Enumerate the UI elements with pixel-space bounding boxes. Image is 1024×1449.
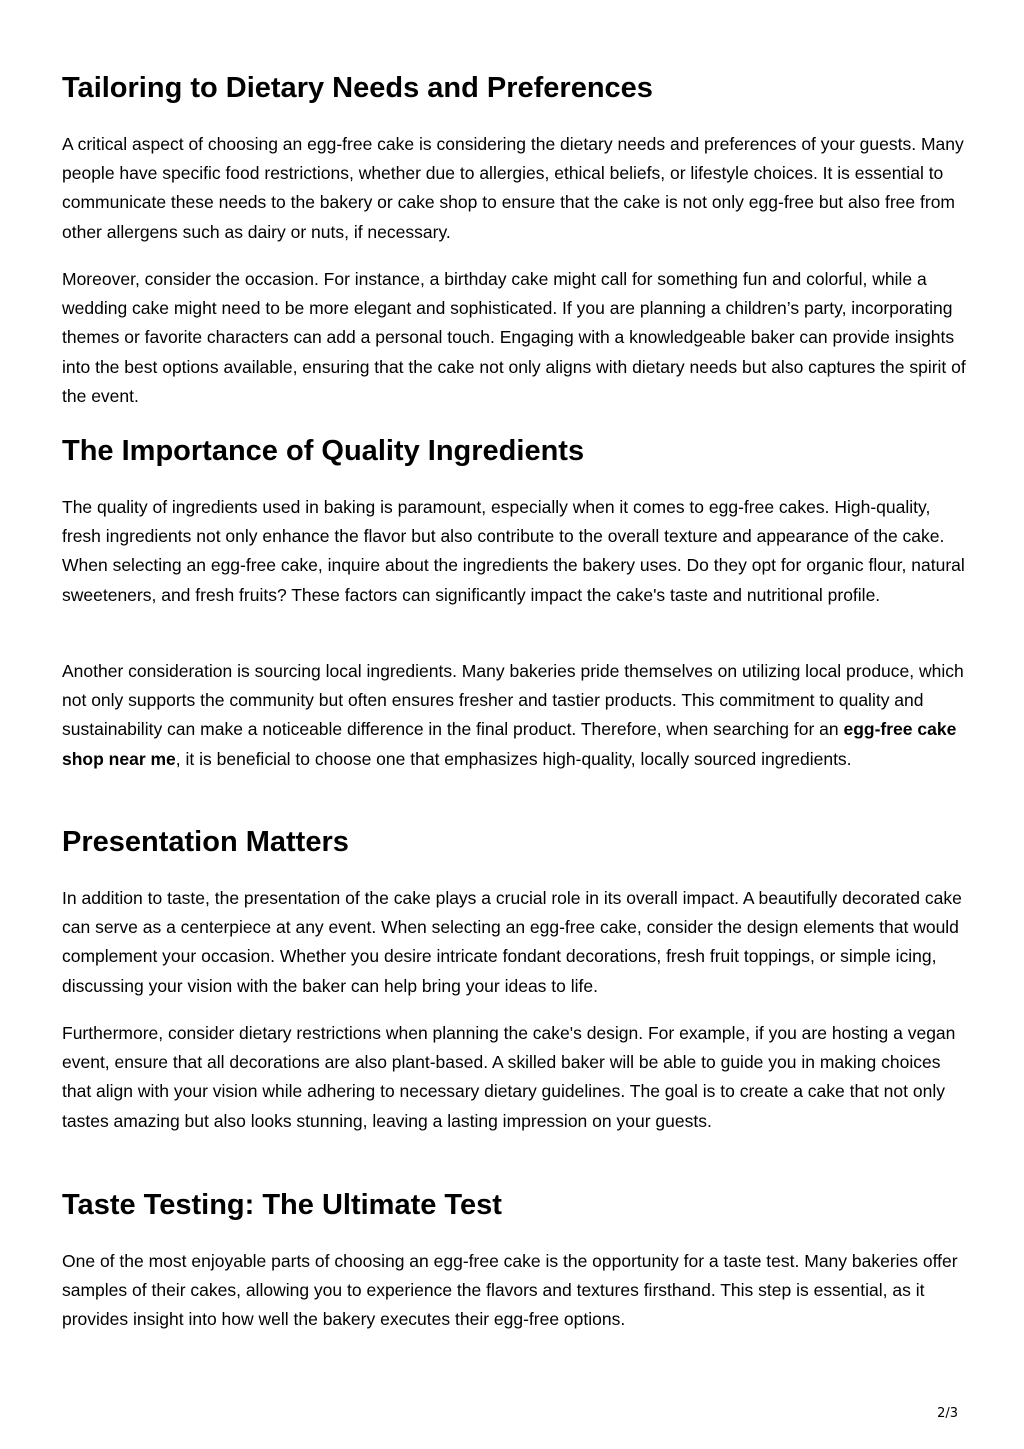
paragraph: The quality of ingredients used in baking is paramount, especially when it comes to egg-free cakes. High-quality, fresh ingredients not only enhance the flavor but also contribute to the overall texture and appearance of the cake. When selecting an egg-free cake, inquire about the ingredients the bakery uses. Do they opt for organic flour, natural sweeteners, and fresh fruits? These factors can significantly impact the cake's taste and nutritional profile. xyxy=(62,497,965,605)
paragraph: One of the most enjoyable parts of choosing an egg-free cake is the opportunity for a taste test. Many bakeries offer samples of their cakes, allowing you to experience the flavors and textures firsthand. This step is essential, as it provides insight into how well the bakery executes their egg-free options. xyxy=(62,1251,958,1330)
paragraph: In addition to taste, the presentation of the cake plays a crucial role in its overall impact. A beautifully decorated cake can serve as a centerpiece at any event. When selecting an egg-free cake, consider the design elements that would complement your occasion. Whether you desire intricate fondant decorations, fresh fruit toppings, or simple icing, discussing your vision with the baker can help bring your ideas to life. xyxy=(62,888,962,996)
paragraph-with-keyword xyxy=(62,657,966,774)
paragraph-text: Another consideration is sourcing local ingredients. Many bakeries pride themselves on utilizing local produce, which not only supports the community but often ensures fresher and tastier products. This commitment to quality and sustainability can make a noticeable difference in the final product. Therefore, when searching for an xyxy=(62,661,964,740)
paragraph: Moreover, consider the occasion. For instance, a birthday cake might call for something fun and colorful, while a wedding cake might need to be more elegant and sophisticated. If you are planning a children’s party, incorporating themes or favorite characters can add a personal touch. Engaging with a knowledgeable baker can provide insights into the best options available, ensuring that the cake not only aligns with dietary needs but also captures the spirit of the event. xyxy=(62,269,966,406)
section-heading-quality-ingredients: The Importance of Quality Ingredients xyxy=(62,435,585,467)
paragraph: Furthermore, consider dietary restrictions when planning the cake's design. For example, if you are hosting a vegan event, ensure that all decorations are also plant-based. A skilled baker will be able to guide you in making choices that align with your vision while adhering to necessary dietary guidelines. The goal is to create a cake that not only tastes amazing but also looks stunning, leaving a lasting impression on your guests. xyxy=(62,1023,956,1131)
section-heading-taste-testing: Taste Testing: The Ultimate Test xyxy=(62,1189,502,1221)
paragraph: A critical aspect of choosing an egg-free cake is considering the dietary needs and preferences of your guests. Many people have specific food restrictions, whether due to allergies, ethical beliefs, or lifestyle choices. It is essential to communicate these needs to the bakery or cake shop to ensure that the cake is not only egg-free but also free from other allergens such as dairy or nuts, if necessary. xyxy=(62,134,964,242)
section-heading-presentation: Presentation Matters xyxy=(62,826,349,858)
page-number: 2/3 xyxy=(937,1406,958,1421)
paragraph-text: , it is beneficial to choose one that emphasizes high-quality, locally sourced ingredients. xyxy=(175,748,852,769)
section-heading-dietary-needs: Tailoring to Dietary Needs and Preferences xyxy=(62,72,653,104)
keyword-bold: egg-free cake shop near me xyxy=(62,719,957,769)
